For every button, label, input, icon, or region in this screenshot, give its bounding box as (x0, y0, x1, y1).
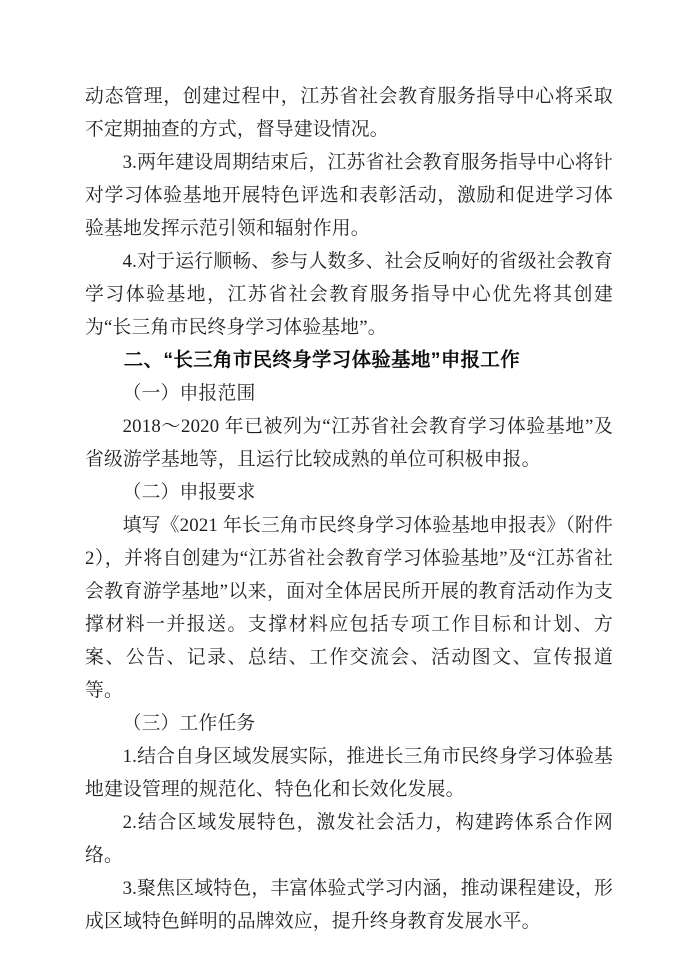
sub-heading: （一）申报范围 (122, 383, 256, 404)
paragraph: 动态管理，创建过程中，江苏省社会教育服务指导中心将采取不定期抽查的方式，督导建设情况。 (85, 86, 613, 140)
paragraph: 3.聚焦区域特色，丰富体验式学习内涵，推动课程建设，形成区域特色鲜明的品牌效应，提升终身教育发展水平。 (85, 878, 613, 932)
paragraph: 2018～2020 年已被列为“江苏省社会教育学习体验基地”及省级游学基地等，且运行比较成熟的单位可积极申报。 (85, 416, 613, 470)
paragraph: 1.结合自身区域发展实际，推进长三角市民终身学习体验基地建设管理的规范化、特色化和长效化发展。 (85, 746, 613, 800)
paragraph: 4.对于运行顺畅、参与人数多、社会反响好的省级社会教育学习体验基地，江苏省社会教育服务指导中心优先将其创建为“长三角市民终身学习体验基地”。 (85, 251, 613, 338)
paragraph: 填写《2021 年长三角市民终身学习体验基地申报表》（附件2），并将自创建为“江苏省社会教育学习体验基地”及“江苏省社会教育游学基地”以来，面对全体居民所开展的教育活动作为支撑材料一并报送。支撑材料应包括专项工作目标和计划、方案、公告、记录、总结、工作交流会、活动图文、宣传报道等。 (85, 515, 613, 701)
section-heading: 二、“长三角市民终身学习体验基地”申报工作 (123, 349, 521, 371)
paragraph: 3.两年建设周期结束后，江苏省社会教育服务指导中心将针对学习体验基地开展特色评选和表彰活动，激励和促进学习体验基地发挥示范引领和辐射作用。 (85, 152, 613, 239)
document-body (85, 80, 613, 938)
sub-heading: （三）工作任务 (122, 713, 256, 734)
sub-heading: （二）申报要求 (122, 482, 256, 503)
paragraph: 2.结合区域发展特色，激发社会活力，构建跨体系合作网络。 (85, 812, 613, 866)
